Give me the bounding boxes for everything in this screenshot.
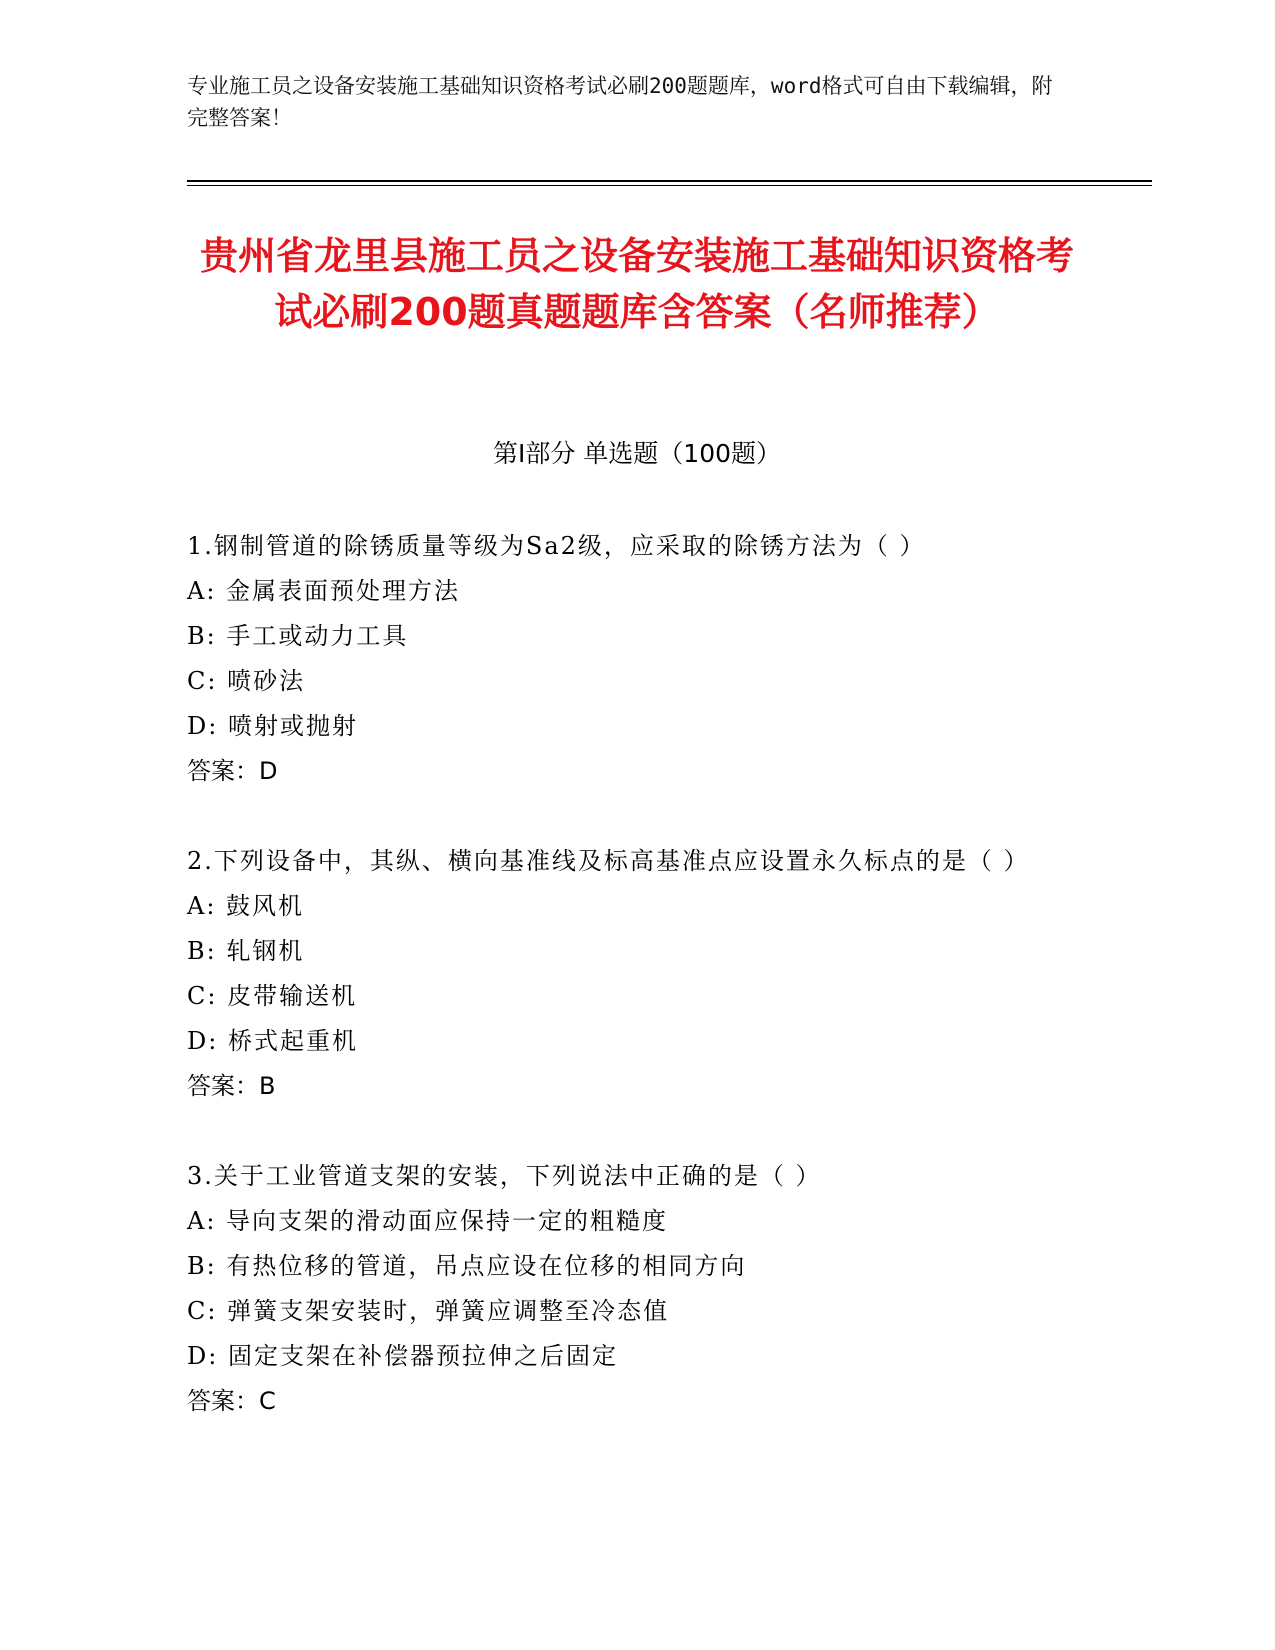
option-b: B: 手工或动力工具: [187, 622, 409, 650]
option-a: A: 鼓风机: [187, 892, 305, 920]
option-d: D: 喷射或抛射: [187, 712, 358, 740]
option-c: C: 喷砂法: [187, 667, 306, 695]
question-stem: 2.下列设备中，其纵、横向基准线及标高基准点应设置永久标点的是（ ）: [187, 847, 1030, 875]
option-b: B: 有热位移的管道，吊点应设在位移的相同方向: [187, 1252, 747, 1280]
answer: 答案：B: [187, 1072, 276, 1100]
header-divider: [187, 180, 1152, 182]
header-divider-thin: [187, 185, 1152, 186]
option-c: C: 皮带输送机: [187, 982, 358, 1010]
option-a: A: 导向支架的滑动面应保持一定的粗糙度: [187, 1207, 669, 1235]
question-stem: 3.关于工业管道支架的安装，下列说法中正确的是（ ）: [187, 1162, 822, 1190]
document-title: 贵州省龙里县施工员之设备安装施工基础知识资格考试必刷200题真题题库含答案（名师推荐）: [199, 234, 1074, 334]
question-2: [187, 839, 1067, 1109]
option-b: B: 轧钢机: [187, 937, 305, 965]
header-note: 专业施工员之设备安装施工基础知识资格考试必刷200题题库，word格式可自由下载编辑，附完整答案！: [187, 74, 1053, 130]
question-list: [187, 524, 1067, 1469]
option-c: C: 弹簧支架安装时，弹簧应调整至冷态值: [187, 1297, 670, 1325]
section-title: 第Ⅰ部分 单选题（100题）: [492, 439, 782, 468]
answer: 答案：C: [187, 1387, 276, 1415]
question-stem: 1.钢制管道的除锈质量等级为Sa2级，应采取的除锈方法为（ ）: [187, 532, 926, 560]
answer: 答案：D: [187, 757, 278, 785]
question-1: [187, 524, 1067, 794]
question-3: [187, 1154, 1067, 1424]
option-d: D: 固定支架在补偿器预拉伸之后固定: [187, 1342, 618, 1370]
option-d: D: 桥式起重机: [187, 1027, 358, 1055]
option-a: A: 金属表面预处理方法: [187, 577, 461, 605]
